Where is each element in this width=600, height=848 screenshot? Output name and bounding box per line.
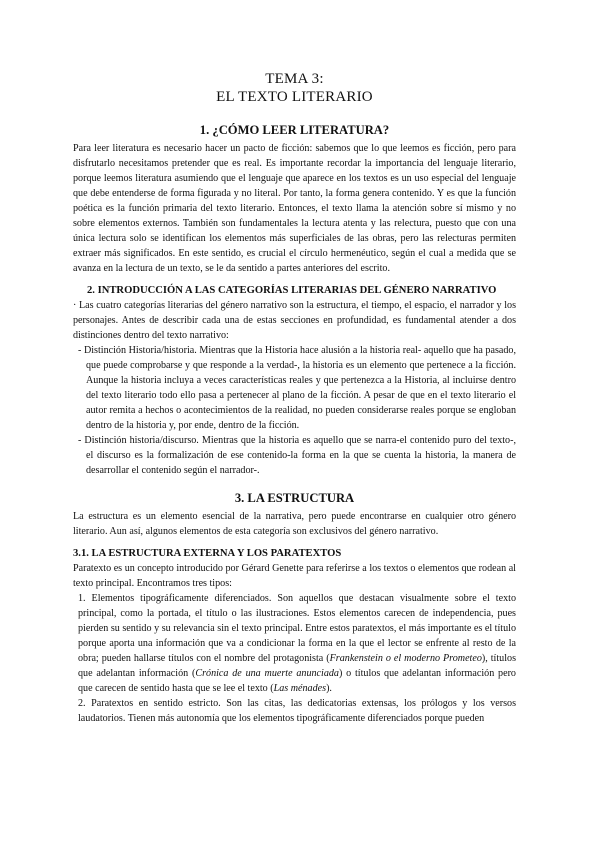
list-item: - Distinción Historia/historia. Mientras que la Historia hace alusión a la historia real- aquello que ha pasado, que puede comprobarse y que responde a la verdad-, la historia es un elemento que pertenece a la ficción. Aunque la historia incluya a veces características reales y que pertenezca a la Historia, al incluirse dentro del texto literario todo ello pasa a pertenecer al plano de la ficción. A pesar de que en el texto literario el autor remita a hechos o acontecimientos de la realidad, no pueden considerarse reales porque se engloban dentro de la historia y, por ende, dentro de la ficción.	[78, 345, 516, 431]
tema-label: TEMA 3:	[265, 71, 324, 87]
section-2-intro: · Las cuatro categorías literarias del género narrativo son la estructura, el tiempo, el espacio, el narrador y los personajes. Antes de describir cada una de estas secciones en profundidad, es fundamental atender a dos distinciones dentro del texto narrativo:	[73, 300, 516, 341]
document-title: EL TEXTO LITERARIO	[216, 89, 373, 105]
list-item: 1. Elementos tipográficamente diferenciados. Son aquellos que destacan visualmente sobre el texto principal, como la portada, el título o las ilustraciones. Estos elementos carecen de independencia, pues pierden su sentido y su relevancia sin el texto principal. Entre estos paratextos, el más importante es el título porque aporta una información que va a condicionar la forma en la que el lector se enfrente al resto de la obra; pueden hallarse títulos con el nombre del protagonista (Frankenstein o el moderno Prometeo), títulos que adelantan información (Crónica de una muerte anunciada) o títulos que adelantan información pero que carecen de sentido hasta que se lee el texto (Las ménades).	[78, 593, 516, 694]
section-2-heading: 2. INTRODUCCIÓN A LAS CATEGORÍAS LITERARIAS DEL GÉNERO NARRATIVO	[87, 285, 497, 296]
list-item: - Distinción historia/discurso. Mientras que la historia es aquello que se narra-el contenido puro del texto-, el discurso es la formalización de ese contenido-la forma en la que se cuenta la historia, la manera de desarrollar el contenido según el narrador-.	[78, 435, 516, 476]
section-3-1-heading: 3.1. LA ESTRUCTURA EXTERNA Y LOS PARATEXTOS	[73, 548, 342, 559]
section-2-list	[73, 343, 516, 478]
section-1-heading: 1. ¿CÓMO LEER LITERATURA?	[199, 123, 390, 137]
list-item: 2. Paratextos en sentido estricto. Son las citas, las dedicatorias extensas, los prólogos y los versos laudatorios. Tienen más autonomía que los elementos tipográficamente diferenciados porque pueden	[78, 698, 516, 724]
section-1-paragraph: Para leer literatura es necesario hacer un pacto de ficción: sabemos que lo que leemos es ficción, pero para disfrutarlo necesitamos pretender que es real. Es importante recordar la importancia del lenguaje literario, porque leemos literatura asumiendo que el lenguaje que aparece en los textos es un uso especial del lenguaje que debe entenderse de forma figurada y no literal. Por tanto, la forma genera contenido. Y es que la función poética es la función primaria del texto literario. Entonces, el texto llama la atención sobre sí mismo y no sobre elementos externos. También son fundamentales la lectura atenta y las relectura, puesto que con una única lectura solo se identifican los elementos más superficiales de las obras, pero las relecturas permiten extraer más significados. En este sentido, es crucial el círculo hermenéutico, según el cual a medida que se avanza en la lectura de un texto, se le da sentido a partes anteriores del escrito.	[73, 143, 516, 274]
section-3-paragraph: La estructura es un elemento esencial de la narrativa, pero puede encontrarse en cualquier otro género literario. Aun así, algunos elementos de esta categoría son exclusivos del género narrativo.	[73, 511, 516, 537]
paratext-list	[73, 591, 516, 726]
section-3-heading: 3. LA ESTRUCTURA	[234, 491, 355, 505]
section-3-1-intro: Paratexto es un concepto introducido por Gérard Genette para referirse a los textos o elementos que rodean al texto principal. Encontramos tres tipos:	[73, 563, 516, 589]
